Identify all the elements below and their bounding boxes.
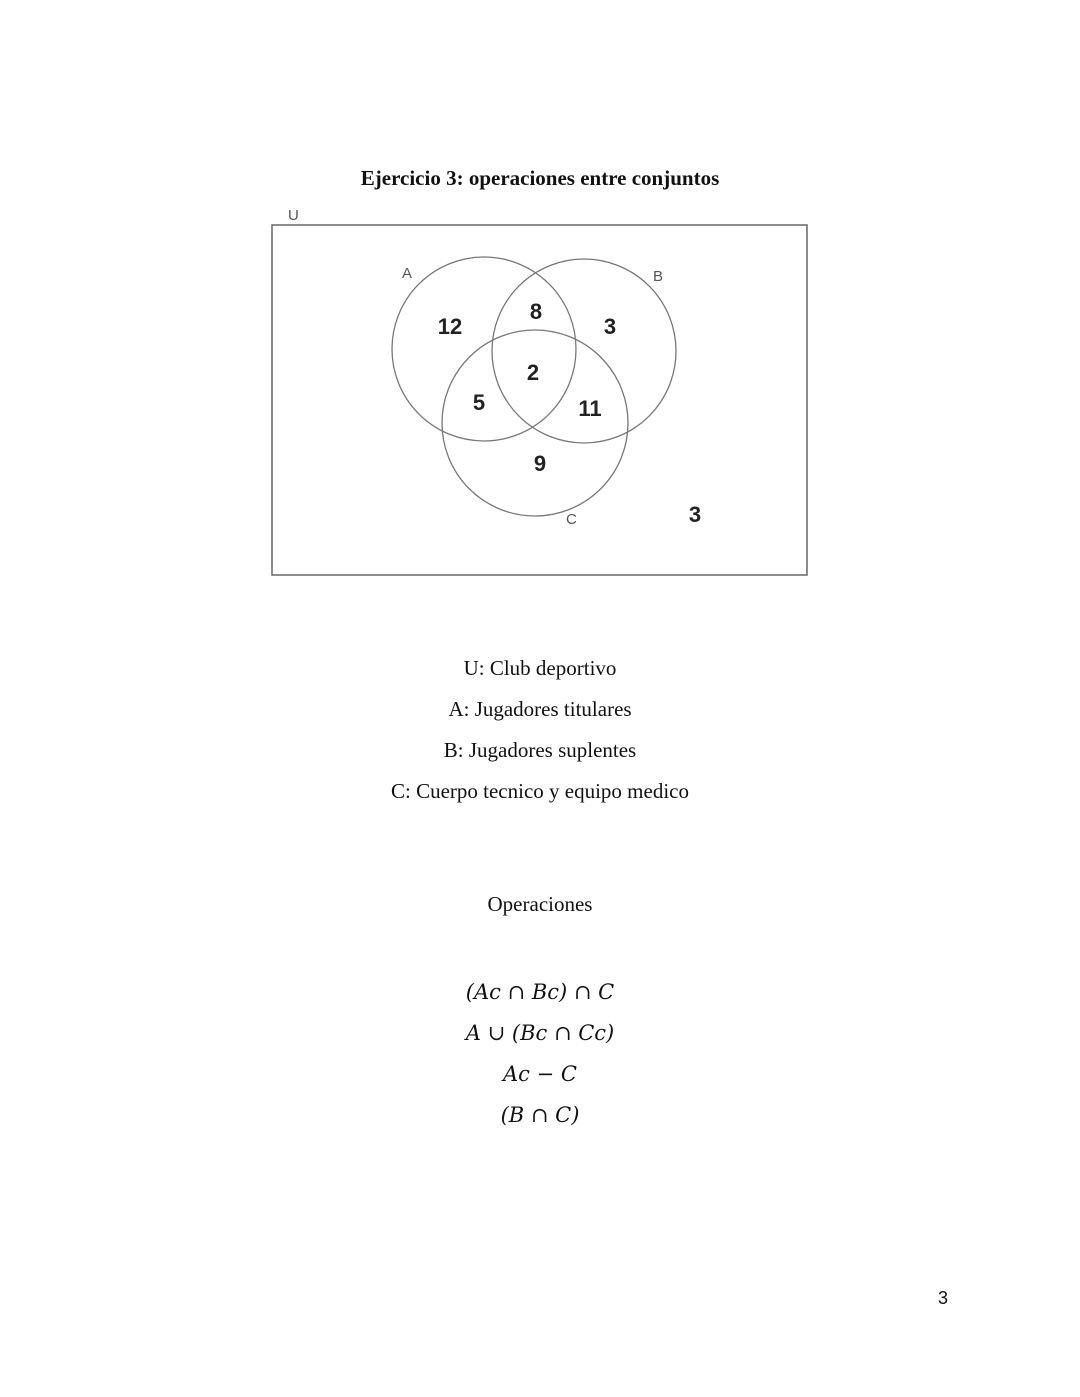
operation-item: Ac − C xyxy=(503,1062,577,1086)
exercise-title: Ejercicio 3: operaciones entre conjuntos xyxy=(360,166,720,190)
region-a-b-c: 2 xyxy=(526,360,540,385)
region-c-only: 9 xyxy=(533,451,547,476)
set-c-circle xyxy=(442,330,628,516)
legend-item-b: B: Jugadores suplentes xyxy=(443,738,637,762)
region-a-and-b: 8 xyxy=(529,299,543,324)
region-b-and-c: 11 xyxy=(578,396,602,421)
page-number: 3 xyxy=(938,1288,949,1308)
operation-item: (B ∩ C) xyxy=(500,1103,580,1127)
operations-list xyxy=(0,972,1080,1136)
legend-item-a: A: Jugadores titulares xyxy=(448,697,632,721)
universe-label: U xyxy=(288,207,299,224)
operation-item: A ∪ (Bc ∩ Cc) xyxy=(465,1021,615,1045)
region-outside: 3 xyxy=(688,502,702,527)
legend-item-u: U: Club deportivo xyxy=(463,656,617,680)
set-c-label: C xyxy=(566,511,577,528)
set-a-label: A xyxy=(402,265,413,282)
set-legend xyxy=(0,648,1080,812)
operation-item: (Ac ∩ Bc) ∩ C xyxy=(465,980,615,1004)
venn-diagram xyxy=(0,0,1080,600)
region-b-only: 3 xyxy=(603,314,617,339)
universe-box xyxy=(272,225,807,575)
operations-title: Operaciones xyxy=(487,892,593,916)
region-a-only: 12 xyxy=(437,314,463,339)
region-a-and-c: 5 xyxy=(472,390,486,415)
legend-item-c: C: Cuerpo tecnico y equipo medico xyxy=(390,779,689,803)
set-b-label: B xyxy=(653,268,664,285)
